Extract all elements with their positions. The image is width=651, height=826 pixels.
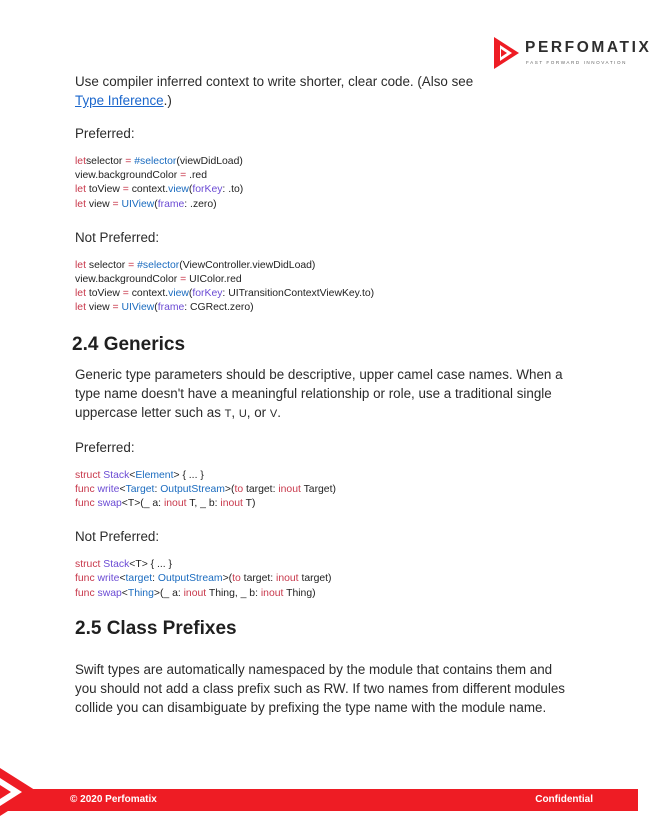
- code-block: [75, 259, 565, 316]
- not-preferred-label: Not Preferred:: [75, 529, 160, 545]
- code-token: let: [75, 259, 86, 271]
- code-token: (: [154, 198, 158, 210]
- separator: ,: [231, 404, 239, 420]
- type-param-v: V: [269, 407, 278, 420]
- code-token: to: [232, 573, 241, 585]
- code-token: inout: [260, 587, 284, 599]
- code-token: <: [119, 483, 126, 495]
- intro-text: Use compiler inferred context to write shorter, clear code. (Also see: [75, 74, 474, 89]
- code-token: to: [234, 483, 244, 495]
- code-token: func: [75, 498, 95, 510]
- code-token: > { ... }: [173, 469, 204, 481]
- code-token: :: [152, 573, 158, 585]
- section-heading: 2.5 Class Prefixes: [75, 617, 237, 639]
- code-token: Thing): [283, 587, 316, 599]
- code-token: =: [122, 184, 129, 196]
- code-line: [75, 301, 565, 315]
- code-line: [75, 287, 565, 301]
- code-block: [75, 469, 565, 512]
- code-token: inout: [276, 573, 299, 585]
- code-token: #selector: [131, 156, 177, 167]
- code-token: target:: [240, 573, 277, 585]
- code-token: swap: [94, 587, 122, 599]
- code-token: =: [112, 198, 119, 210]
- code-token: struct: [75, 469, 101, 481]
- code-token: view: [85, 302, 113, 314]
- code-token: context.: [128, 184, 169, 196]
- preferred-label: Preferred:: [75, 126, 135, 141]
- code-token: :: [154, 483, 161, 495]
- code-token: toView: [85, 288, 123, 300]
- code-token: func: [75, 483, 95, 495]
- code-line: [75, 273, 565, 287]
- code-token: inout: [220, 498, 243, 510]
- code-token: target): [298, 573, 332, 585]
- not-preferred-label: Not Preferred:: [75, 229, 160, 245]
- code-token: inout: [163, 498, 187, 510]
- generics-text-end: .: [277, 404, 281, 420]
- logo-wordmark: PERFOMATIX: [525, 39, 651, 56]
- code-token: Target: [125, 483, 155, 495]
- code-token: =: [128, 259, 135, 271]
- type-param-u: U: [238, 407, 247, 420]
- footer-copyright: © 2020 Perfomatix: [70, 794, 157, 805]
- section-heading: 2.4 Generics: [72, 333, 186, 355]
- brand-logo: [492, 36, 651, 76]
- logo-arrow-icon: [492, 36, 522, 74]
- code-token: let: [75, 198, 86, 210]
- code-token: Element: [135, 469, 174, 481]
- code-line: [75, 198, 565, 212]
- code-line: [75, 155, 565, 169]
- logo-tagline: FAST FORWARD INNOVATION: [526, 60, 627, 65]
- code-token: selector: [85, 156, 126, 167]
- code-token: >(: [224, 483, 235, 495]
- code-token: OutputStream: [160, 483, 225, 495]
- code-token: =: [112, 302, 119, 314]
- code-line: [75, 558, 565, 572]
- code-token: T): [242, 498, 256, 510]
- code-token: UIColor.red: [186, 274, 242, 286]
- code-token: Stack: [100, 559, 130, 571]
- code-line: [75, 587, 565, 601]
- footer-confidential: Confidential: [535, 794, 593, 805]
- code-token: =: [125, 156, 132, 167]
- code-token: view.backgroundColor: [75, 274, 181, 286]
- class-prefixes-paragraph: Swift types are automatically namespaced by the module that contains them and you should not add a class prefix such as RW. If two names from different modules collide you can disambiguate by prefixing the type name with the module name.: [75, 661, 565, 715]
- code-token: inout: [183, 587, 207, 599]
- code-token: swap: [94, 498, 122, 510]
- code-token: forKey: [192, 288, 223, 300]
- code-line: [75, 497, 565, 511]
- code-token: struct: [75, 559, 101, 571]
- code-line: [75, 572, 565, 586]
- code-token: Thing, _ b:: [206, 587, 261, 599]
- code-token: T, _ b:: [186, 498, 221, 510]
- code-token: view: [168, 288, 189, 300]
- code-token: =: [180, 170, 187, 182]
- code-token: =: [180, 274, 187, 286]
- code-token: (: [188, 288, 193, 300]
- code-token: func: [75, 587, 95, 599]
- code-token: write: [94, 483, 120, 495]
- code-line: [75, 169, 565, 183]
- preferred-label: Preferred:: [75, 439, 135, 455]
- code-token: (viewDidLoad): [176, 156, 243, 167]
- code-block: [75, 558, 565, 601]
- code-token: <T>(_ a:: [121, 498, 164, 510]
- code-token: context.: [128, 288, 169, 300]
- code-token: inout: [278, 483, 301, 495]
- intro-paragraph: [75, 72, 565, 110]
- separator: , or: [246, 404, 270, 420]
- code-line: [75, 469, 565, 483]
- code-token: : .to): [222, 184, 244, 196]
- code-token: <T> { ... }: [129, 559, 173, 571]
- code-token: <: [121, 587, 128, 599]
- code-line: [75, 259, 565, 273]
- footer-arrow-icon: [0, 768, 60, 818]
- code-token: UIView: [121, 198, 155, 210]
- code-token: func: [75, 573, 95, 585]
- code-token: : UITransitionContextViewKey.to): [222, 288, 375, 300]
- code-token: let: [75, 302, 86, 314]
- code-token: .red: [186, 170, 207, 182]
- code-token: Stack: [100, 469, 130, 481]
- code-block: [75, 155, 565, 212]
- code-token: let: [75, 184, 86, 196]
- code-token: (: [188, 184, 193, 196]
- code-token: #selector: [134, 259, 180, 271]
- code-token: view.backgroundColor: [75, 170, 181, 182]
- code-token: (: [154, 302, 158, 314]
- code-token: Target): [300, 483, 336, 495]
- code-token: selector: [85, 259, 129, 271]
- intro-text-end: .): [163, 93, 172, 108]
- code-token: UIView: [121, 302, 155, 314]
- code-token: frame: [157, 198, 185, 210]
- code-token: Thing: [127, 587, 154, 599]
- type-param-t: T: [224, 407, 232, 420]
- code-token: view: [85, 198, 113, 210]
- type-inference-link[interactable]: Type Inference: [75, 93, 164, 108]
- code-token: =: [122, 288, 129, 300]
- code-token: >(: [222, 573, 233, 585]
- code-token: frame: [157, 302, 185, 314]
- code-token: toView: [85, 184, 123, 196]
- code-token: write: [94, 573, 120, 585]
- document-body: [72, 72, 565, 717]
- code-token: <: [129, 469, 136, 481]
- code-token: : .zero): [184, 198, 217, 210]
- code-line: [75, 183, 565, 197]
- code-token: <: [119, 573, 126, 585]
- code-token: OutputStream: [157, 573, 223, 585]
- generics-text: Generic type parameters should be descriptive, upper camel case names. When a type name doesn't have a meaningful relationship or role, use a traditional single uppercase letter such as: [75, 366, 563, 420]
- code-token: forKey: [192, 184, 223, 196]
- code-token: : CGRect.zero): [184, 302, 254, 314]
- code-token: >(_ a:: [153, 587, 184, 599]
- code-token: view: [168, 184, 189, 196]
- code-token: let: [75, 156, 86, 167]
- code-token: target:: [243, 483, 279, 495]
- generics-paragraph: [75, 365, 565, 424]
- code-line: [75, 483, 565, 497]
- code-token: (ViewController.viewDidLoad): [179, 259, 316, 271]
- code-token: let: [75, 288, 86, 300]
- code-token: target: [125, 573, 153, 585]
